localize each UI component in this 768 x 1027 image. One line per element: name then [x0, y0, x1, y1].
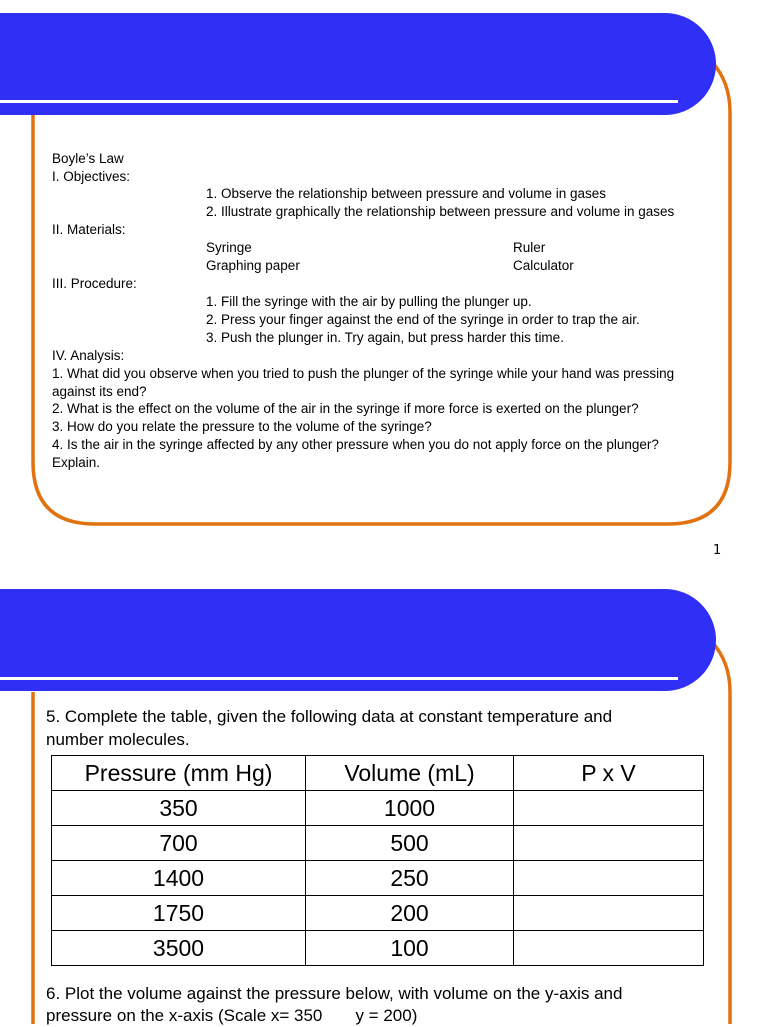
- column-header-volume: Volume (mL): [306, 756, 514, 791]
- objective-item: 2. Illustrate graphically the relationship between pressure and volume in gases: [206, 204, 675, 219]
- pressure-cell: 1750: [52, 896, 306, 931]
- objective-item: 1. Observe the relationship between pressure and volume in gases: [206, 186, 606, 201]
- pressure-cell: 1400: [52, 861, 306, 896]
- analysis-line: Explain.: [52, 455, 101, 470]
- material-item: Syringe: [206, 240, 252, 255]
- table-row: [52, 931, 704, 966]
- slide-2-banner: [0, 589, 716, 691]
- volume-cell: 500: [306, 826, 514, 861]
- slide-2-banner-line: [0, 677, 678, 680]
- table-header-row: [52, 756, 704, 791]
- procedure-step: 1. Fill the syringe with the air by pulling the plunger up.: [206, 294, 532, 309]
- procedure-step: 2. Press your finger against the end of the syringe in order to trap the air.: [206, 312, 640, 327]
- question-5-line: number molecules.: [46, 730, 190, 749]
- pressure-cell: 3500: [52, 931, 306, 966]
- table-row: [52, 861, 704, 896]
- analysis-line: against its end?: [52, 384, 147, 399]
- analysis-heading: IV. Analysis:: [52, 348, 125, 363]
- pressure-volume-table: [51, 755, 704, 966]
- material-item: Calculator: [513, 258, 574, 273]
- page-number: 1: [713, 543, 722, 558]
- material-item: Ruler: [513, 240, 546, 255]
- pressure-cell: 350: [52, 791, 306, 826]
- pxv-cell[interactable]: [514, 896, 704, 931]
- material-item: Graphing paper: [206, 258, 300, 273]
- question-6-line: 6. Plot the volume against the pressure below, with volume on the y-axis and: [46, 984, 623, 1003]
- materials-heading: II. Materials:: [52, 222, 126, 237]
- table-row: [52, 896, 704, 931]
- procedure-step: 3. Push the plunger in. Try again, but press harder this time.: [206, 330, 564, 345]
- volume-cell: 1000: [306, 791, 514, 826]
- pxv-cell[interactable]: [514, 861, 704, 896]
- procedure-heading: III. Procedure:: [52, 276, 137, 291]
- analysis-line: 1. What did you observe when you tried to push the plunger of the syringe while your hand was pressing: [52, 366, 675, 381]
- slide-1-banner-line: [0, 100, 678, 103]
- pressure-cell: 700: [52, 826, 306, 861]
- table-row: [52, 791, 704, 826]
- question-5-line: 5. Complete the table, given the following data at constant temperature and: [46, 707, 613, 726]
- objectives-heading: I. Objectives:: [52, 169, 131, 184]
- volume-cell: 200: [306, 896, 514, 931]
- analysis-line: 3. How do you relate the pressure to the volume of the syringe?: [52, 419, 432, 434]
- volume-cell: 250: [306, 861, 514, 896]
- analysis-line: 4. Is the air in the syringe affected by any other pressure when you do not apply force on the plunger?: [52, 437, 659, 452]
- pxv-cell[interactable]: [514, 931, 704, 966]
- analysis-line: 2. What is the effect on the volume of the air in the syringe if more force is exerted on the plunger?: [52, 401, 639, 416]
- table-row: [52, 826, 704, 861]
- column-header-pressure: Pressure (mm Hg): [52, 756, 306, 791]
- doc-title: Boyle’s Law: [52, 151, 124, 166]
- pxv-cell[interactable]: [514, 791, 704, 826]
- column-header-pxv: P x V: [514, 756, 704, 791]
- volume-cell: 100: [306, 931, 514, 966]
- question-6-line: pressure on the x-axis (Scale x= 350 y = 200): [46, 1006, 418, 1025]
- pxv-cell[interactable]: [514, 826, 704, 861]
